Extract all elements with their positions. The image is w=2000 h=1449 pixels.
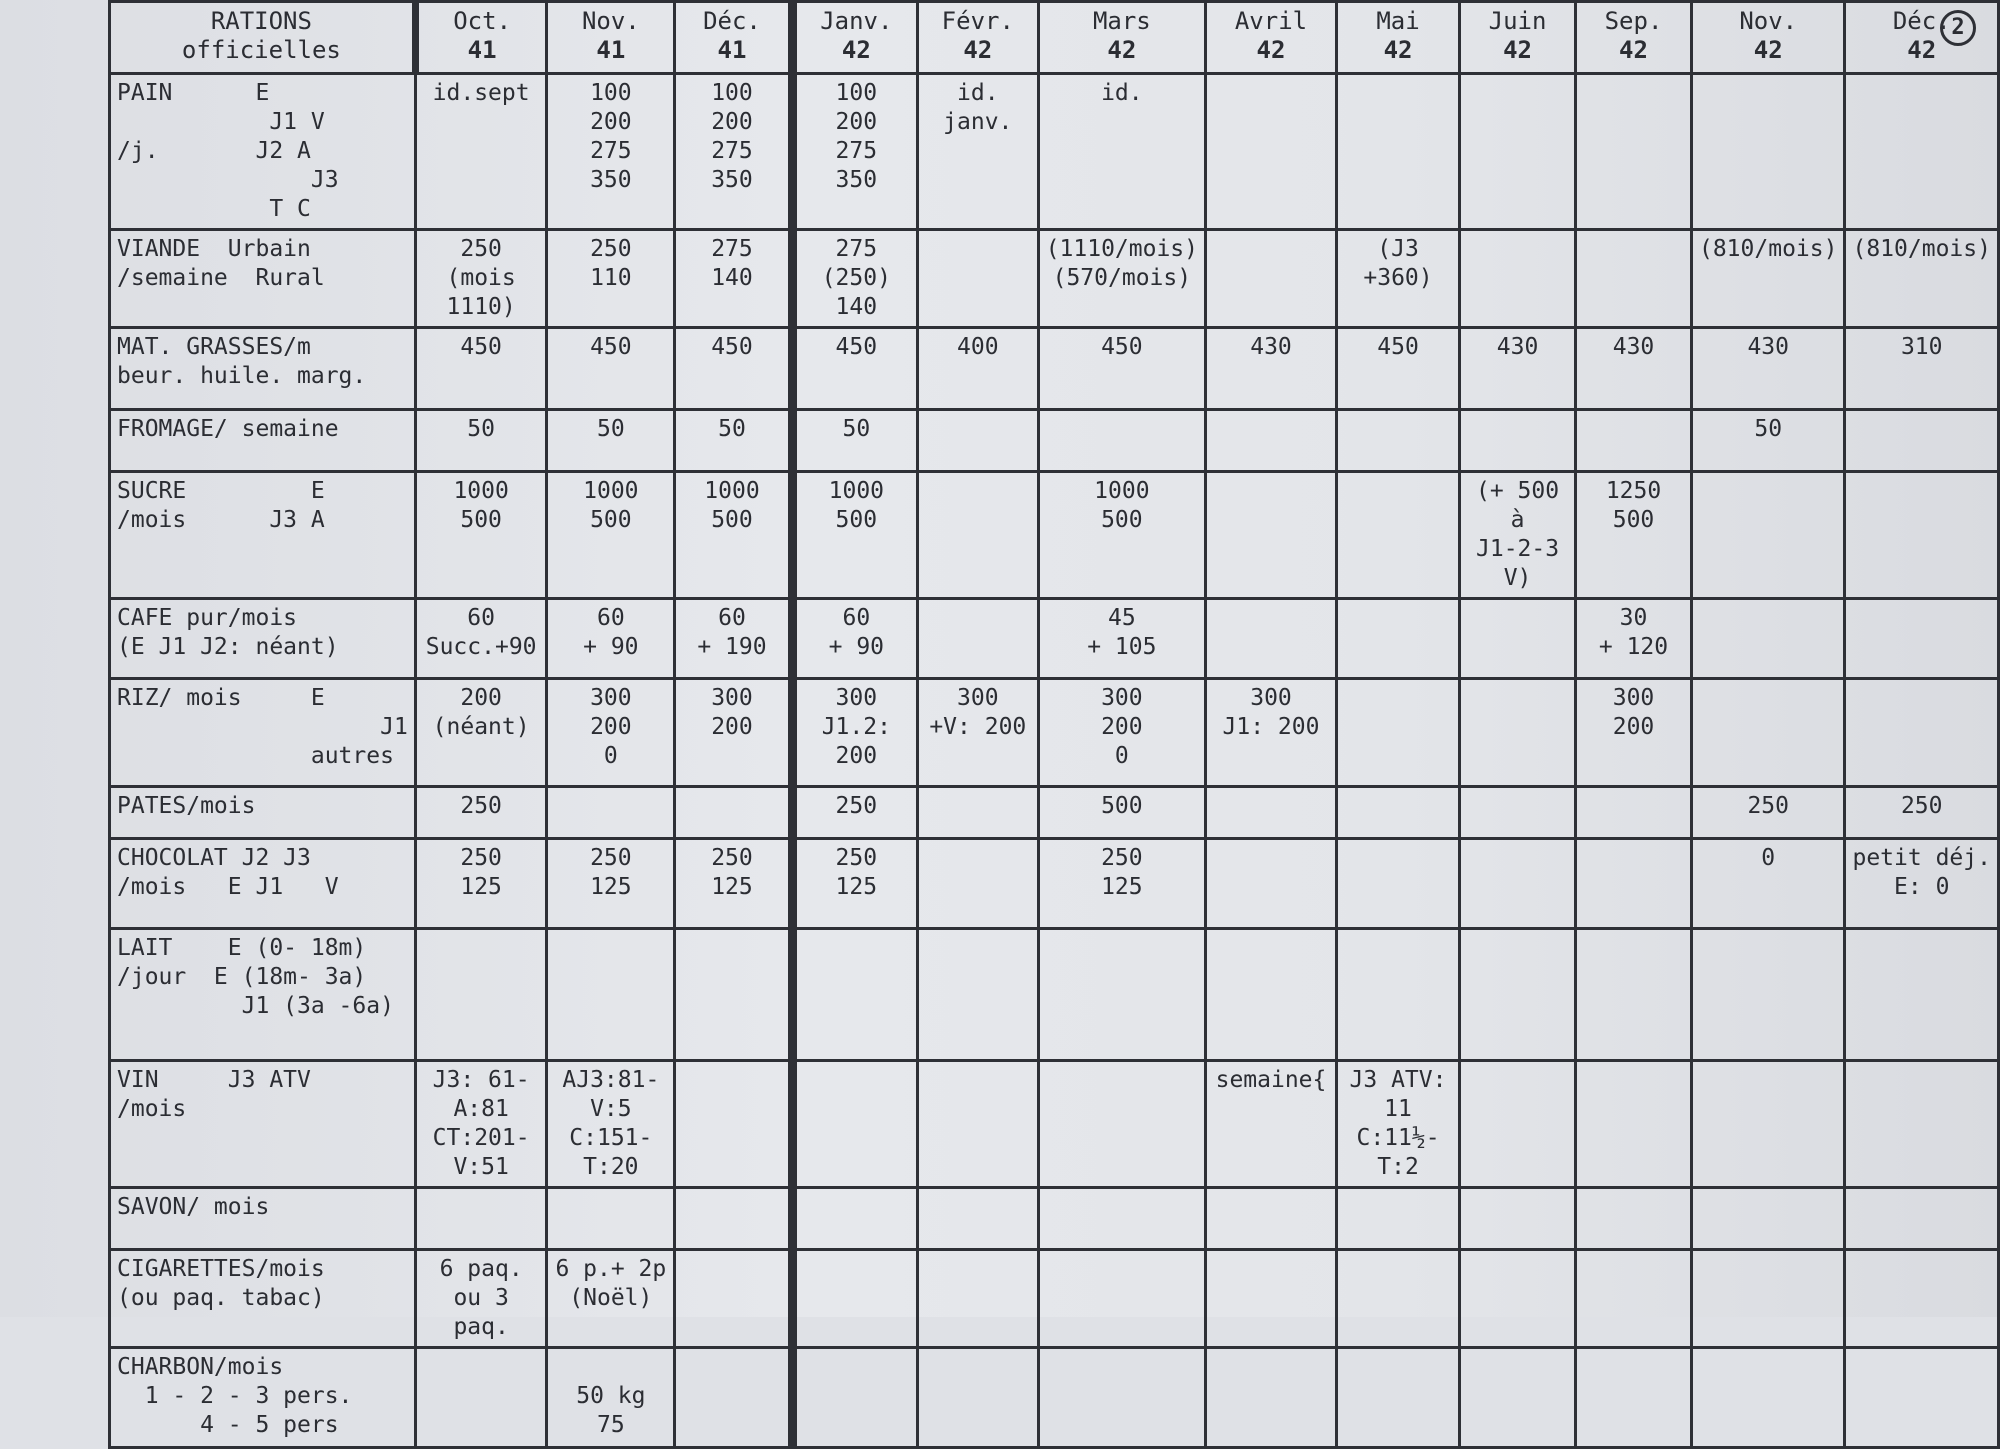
- table-row: [110, 328, 1999, 410]
- table-cell: [1691, 929, 1844, 1061]
- table-cell: 250: [792, 787, 917, 839]
- table-cell: 450: [792, 328, 917, 410]
- table-cell: [547, 1188, 675, 1250]
- table-cell: 1000 500: [792, 472, 917, 599]
- table-cell: [917, 1188, 1038, 1250]
- table-cell: 100 200 275 350: [675, 74, 793, 230]
- table-cell: 100 200 275 350: [547, 74, 675, 230]
- table-row: [110, 1250, 1999, 1348]
- table-cell: [675, 1061, 793, 1188]
- column-month: Nov.: [1739, 7, 1798, 35]
- table-cell: [1336, 1250, 1459, 1348]
- table-cell: [1845, 472, 1999, 599]
- column-year: 42: [1107, 36, 1137, 64]
- table-cell: [1576, 74, 1692, 230]
- header-row: [110, 2, 1999, 74]
- table-cell: 50: [1691, 410, 1844, 472]
- column-year: 42: [1619, 36, 1648, 64]
- table-cell: [1038, 1348, 1205, 1448]
- table-row: [110, 787, 1999, 839]
- table-cell: 60 + 90: [547, 599, 675, 679]
- table-cell: [1460, 74, 1576, 230]
- table-cell: [1845, 1061, 1999, 1188]
- table-cell: 250 125: [792, 839, 917, 929]
- table-cell: 310: [1845, 328, 1999, 410]
- table-cell: [1576, 1250, 1692, 1348]
- column-header: [1336, 2, 1459, 74]
- table-cell: [1336, 599, 1459, 679]
- table-cell: 60 + 190: [675, 599, 793, 679]
- table-cell: 1000 500: [415, 472, 547, 599]
- column-header: [917, 2, 1038, 74]
- table-cell: 450: [547, 328, 675, 410]
- table-cell: 300 200 0: [1038, 679, 1205, 787]
- table-cell: [1845, 599, 1999, 679]
- table-cell: J3: 61-A:81 CT:201-V:51: [415, 1061, 547, 1188]
- column-month: Févr.: [941, 7, 1014, 35]
- column-year: 42: [1256, 36, 1286, 64]
- table-cell: [1460, 1348, 1576, 1448]
- table-cell: [415, 929, 547, 1061]
- column-month: Janv.: [820, 7, 893, 35]
- table-cell: 300 +V: 200: [917, 679, 1038, 787]
- column-header: [792, 2, 917, 74]
- table-cell: 1000 500: [675, 472, 793, 599]
- table-cell: [1206, 74, 1337, 230]
- table-cell: id. janv.: [917, 74, 1038, 230]
- column-month: Déc.: [703, 7, 761, 35]
- column-month: Déc.: [1892, 7, 1951, 35]
- column-month: Juin: [1488, 7, 1547, 35]
- table-row: [110, 230, 1999, 328]
- table-cell: [1845, 929, 1999, 1061]
- table-cell: [1206, 839, 1337, 929]
- table-cell: [792, 1250, 917, 1348]
- row-label-text: CHARBON/mois 1 - 2 - 3 pers. 4 - 5 pers: [117, 1354, 353, 1438]
- table-cell: [1206, 1348, 1337, 1448]
- table-cell: 30 + 120: [1576, 599, 1692, 679]
- rations-table: [108, 0, 2000, 1449]
- table-cell: 250 110: [547, 230, 675, 328]
- row-label: [110, 679, 416, 787]
- table-cell: [917, 472, 1038, 599]
- column-header: [1576, 2, 1692, 74]
- table-cell: 200 (néant): [415, 679, 547, 787]
- table-cell: 6 paq. ou 3 paq.: [415, 1250, 547, 1348]
- page-number: 2: [1940, 10, 1976, 46]
- column-year: 42: [1383, 36, 1413, 64]
- table-cell: [1576, 929, 1692, 1061]
- table-cell: [792, 1061, 917, 1188]
- table-cell: 60 Succ.+90: [415, 599, 547, 679]
- table-cell: [1206, 1188, 1337, 1250]
- table-cell: [1336, 74, 1459, 230]
- table-cell: 430: [1576, 328, 1692, 410]
- table-cell: [1460, 787, 1576, 839]
- table-cell: [1691, 599, 1844, 679]
- table-cell: [1206, 599, 1337, 679]
- table-cell: 400: [917, 328, 1038, 410]
- table-cell: [1206, 1250, 1337, 1348]
- table-cell: [917, 787, 1038, 839]
- table-cell: 60 + 90: [792, 599, 917, 679]
- table-cell: 275 (250) 140: [792, 230, 917, 328]
- table-cell: 500: [1038, 787, 1205, 839]
- table-cell: [1460, 1250, 1576, 1348]
- row-label-text: SUCRE E /mois J3 A: [117, 478, 325, 533]
- table-cell: [1206, 472, 1337, 599]
- table-cell: [547, 787, 675, 839]
- table-cell: [917, 599, 1038, 679]
- table-cell: semaine{: [1206, 1061, 1337, 1188]
- column-header: [1460, 2, 1576, 74]
- table-cell: [1038, 1061, 1205, 1188]
- row-label-text: VIANDE Urbain /semaine Rural: [117, 236, 325, 291]
- row-label: [110, 74, 416, 230]
- row-label: [110, 328, 416, 410]
- table-cell: [1576, 1061, 1692, 1188]
- table-cell: [792, 1348, 917, 1448]
- column-header: [415, 2, 547, 74]
- table-cell: [415, 1188, 547, 1250]
- table-cell: [675, 1188, 793, 1250]
- row-label-text: SAVON/ mois: [117, 1194, 270, 1220]
- column-header: [1206, 2, 1337, 74]
- table-row: [110, 1061, 1999, 1188]
- table-cell: 275 140: [675, 230, 793, 328]
- table-cell: [1691, 1188, 1844, 1250]
- table-cell: 100 200 275 350: [792, 74, 917, 230]
- column-year: 42: [841, 36, 871, 64]
- table-cell: [917, 230, 1038, 328]
- table-cell: 250 125: [547, 839, 675, 929]
- table-cell: [1845, 74, 1999, 230]
- table-cell: [1845, 1348, 1999, 1448]
- table-row: [110, 839, 1999, 929]
- corner-header: [110, 2, 416, 74]
- table-cell: 450: [1336, 328, 1459, 410]
- table-cell: [1038, 1250, 1205, 1348]
- table-cell: 300 200: [675, 679, 793, 787]
- table-cell: petit déj. E: 0: [1845, 839, 1999, 929]
- table-cell: J3 ATV: 11 C:11½- T:2: [1336, 1061, 1459, 1188]
- table-cell: (810/mois): [1845, 230, 1999, 328]
- row-label: [110, 230, 416, 328]
- column-month: Oct.: [453, 7, 512, 35]
- table-cell: 45 + 105: [1038, 599, 1205, 679]
- row-label-text: CAFE pur/mois (E J1 J2: néant): [117, 605, 339, 660]
- table-cell: [1576, 230, 1692, 328]
- table-row: [110, 679, 1999, 787]
- table-cell: [415, 1348, 547, 1448]
- table-cell: [792, 929, 917, 1061]
- table-cell: [1038, 1188, 1205, 1250]
- table-cell: [1206, 929, 1337, 1061]
- table-cell: (1110/mois) (570/mois): [1038, 230, 1205, 328]
- column-month: Avril: [1234, 7, 1308, 35]
- column-year: 42: [1503, 36, 1532, 64]
- row-label: [110, 1188, 416, 1250]
- table-cell: [1206, 787, 1337, 839]
- column-header: [1691, 2, 1844, 74]
- table-cell: 50: [675, 410, 793, 472]
- table-cell: 1000 500: [1038, 472, 1205, 599]
- table-cell: [675, 787, 793, 839]
- table-cell: [1691, 1061, 1844, 1188]
- row-label: [110, 839, 416, 929]
- table-cell: [1336, 472, 1459, 599]
- table-cell: id.sept: [415, 74, 547, 230]
- column-year: 42: [1753, 36, 1783, 64]
- table-cell: 300 J1: 200: [1206, 679, 1337, 787]
- table-row: [110, 1188, 1999, 1250]
- table-cell: [917, 1061, 1038, 1188]
- row-label-text: CIGARETTES/mois (ou paq. tabac): [117, 1256, 325, 1311]
- table-cell: 250: [1691, 787, 1844, 839]
- column-month: Sep.: [1604, 7, 1663, 35]
- column-year: 41: [467, 36, 497, 64]
- table-cell: [1336, 929, 1459, 1061]
- table-cell: [1460, 679, 1576, 787]
- table-cell: 50: [415, 410, 547, 472]
- row-label-text: PATES/mois: [117, 793, 256, 819]
- table-cell: [917, 410, 1038, 472]
- column-year: 41: [717, 36, 747, 64]
- table-cell: [917, 1250, 1038, 1348]
- table-cell: [1845, 1188, 1999, 1250]
- row-label: [110, 787, 416, 839]
- table-row: [110, 410, 1999, 472]
- table-cell: 250 125: [1038, 839, 1205, 929]
- table-cell: 6 p.+ 2p (Noël): [547, 1250, 675, 1348]
- table-cell: [1336, 839, 1459, 929]
- table-cell: [1845, 1250, 1999, 1348]
- column-year: 42: [1907, 36, 1937, 64]
- table-cell: [1206, 230, 1337, 328]
- column-month: Mai: [1376, 7, 1420, 35]
- table-cell: id.: [1038, 74, 1205, 230]
- table-cell: (810/mois): [1691, 230, 1844, 328]
- table-cell: [1460, 599, 1576, 679]
- table-cell: [1206, 410, 1337, 472]
- table-cell: [1336, 1348, 1459, 1448]
- table-cell: [675, 929, 793, 1061]
- rations-body: [110, 74, 1999, 1448]
- table-cell: 250: [415, 787, 547, 839]
- table-cell: 1000 500: [547, 472, 675, 599]
- table-cell: 1250 500: [1576, 472, 1692, 599]
- table-row: [110, 599, 1999, 679]
- table-cell: 250 125: [415, 839, 547, 929]
- table-row: [110, 929, 1999, 1061]
- table-cell: [1576, 839, 1692, 929]
- table-row: [110, 472, 1999, 599]
- column-month: Nov.: [581, 7, 640, 35]
- table-cell: [1336, 679, 1459, 787]
- table-cell: [1038, 410, 1205, 472]
- table-row: [110, 1348, 1999, 1448]
- table-row: [110, 74, 1999, 230]
- table-cell: [547, 929, 675, 1061]
- row-label: [110, 1250, 416, 1348]
- table-cell: [1691, 472, 1844, 599]
- table-cell: [1576, 1348, 1692, 1448]
- table-cell: (+ 500 à J1-2-3 V): [1460, 472, 1576, 599]
- column-year: 42: [963, 36, 993, 64]
- table-cell: AJ3:81-V:5 C:151-T:20: [547, 1061, 675, 1188]
- table-cell: 300 200 0: [547, 679, 675, 787]
- table-cell: [1460, 839, 1576, 929]
- row-label: [110, 410, 416, 472]
- column-header: [675, 2, 793, 74]
- table-cell: 450: [1038, 328, 1205, 410]
- table-cell: [675, 1348, 793, 1448]
- table-cell: [1460, 929, 1576, 1061]
- table-cell: [1691, 74, 1844, 230]
- table-cell: 250 (mois 1110): [415, 230, 547, 328]
- row-label: [110, 599, 416, 679]
- table-cell: [1845, 410, 1999, 472]
- row-label-text: VIN J3 ATV /mois: [117, 1067, 311, 1122]
- table-cell: [1336, 787, 1459, 839]
- row-label-text: RIZ/ mois E J1 autres: [117, 685, 408, 769]
- table-cell: 430: [1206, 328, 1337, 410]
- column-month: Mars: [1092, 7, 1151, 35]
- row-label-text: PAIN E J1 V /j. J2 A J3 T C: [117, 80, 339, 222]
- table-cell: [1691, 1348, 1844, 1448]
- column-header: [547, 2, 675, 74]
- table-cell: [1460, 410, 1576, 472]
- table-cell: 450: [415, 328, 547, 410]
- corner-header-text: RATIONS officielles: [181, 7, 341, 64]
- table-cell: [1691, 679, 1844, 787]
- table-cell: [1576, 410, 1692, 472]
- table-cell: [1336, 410, 1459, 472]
- table-cell: [1336, 1188, 1459, 1250]
- table-cell: 430: [1460, 328, 1576, 410]
- table-cell: [1460, 1188, 1576, 1250]
- table-cell: 430: [1691, 328, 1844, 410]
- table-cell: [917, 1348, 1038, 1448]
- table-cell: 0: [1691, 839, 1844, 929]
- table-cell: [1576, 787, 1692, 839]
- row-label-text: CHOCOLAT J2 J3 /mois E J1 V: [117, 845, 339, 900]
- column-header: [1038, 2, 1205, 74]
- column-header: [1845, 2, 1999, 74]
- table-cell: 50: [792, 410, 917, 472]
- table-cell: 50: [547, 410, 675, 472]
- table-cell: 300 200: [1576, 679, 1692, 787]
- row-label-text: FROMAGE/ semaine: [117, 416, 339, 442]
- column-year: 41: [596, 36, 626, 64]
- row-label: [110, 929, 416, 1061]
- table-cell: (J3 +360): [1336, 230, 1459, 328]
- table-cell: [1460, 1061, 1576, 1188]
- table-cell: [1576, 1188, 1692, 1250]
- table-cell: 250: [1845, 787, 1999, 839]
- table-cell: 450: [675, 328, 793, 410]
- row-label: [110, 1348, 416, 1448]
- table-cell: [1460, 230, 1576, 328]
- table-cell: [792, 1188, 917, 1250]
- row-label-text: MAT. GRASSES/m beur. huile. marg.: [117, 334, 367, 389]
- table-cell: 50 kg 75: [547, 1348, 675, 1448]
- table-cell: [675, 1250, 793, 1348]
- row-label-text: LAIT E (0- 18m) /jour E (18m- 3a) J1 (3a -6a): [117, 935, 394, 1019]
- table-cell: [1691, 1250, 1844, 1348]
- row-label: [110, 1061, 416, 1188]
- row-label: [110, 472, 416, 599]
- table-cell: [917, 929, 1038, 1061]
- table-cell: 250 125: [675, 839, 793, 929]
- table-cell: [917, 839, 1038, 929]
- table-cell: [1845, 679, 1999, 787]
- table-cell: 300 J1.2: 200: [792, 679, 917, 787]
- table-cell: [1038, 929, 1205, 1061]
